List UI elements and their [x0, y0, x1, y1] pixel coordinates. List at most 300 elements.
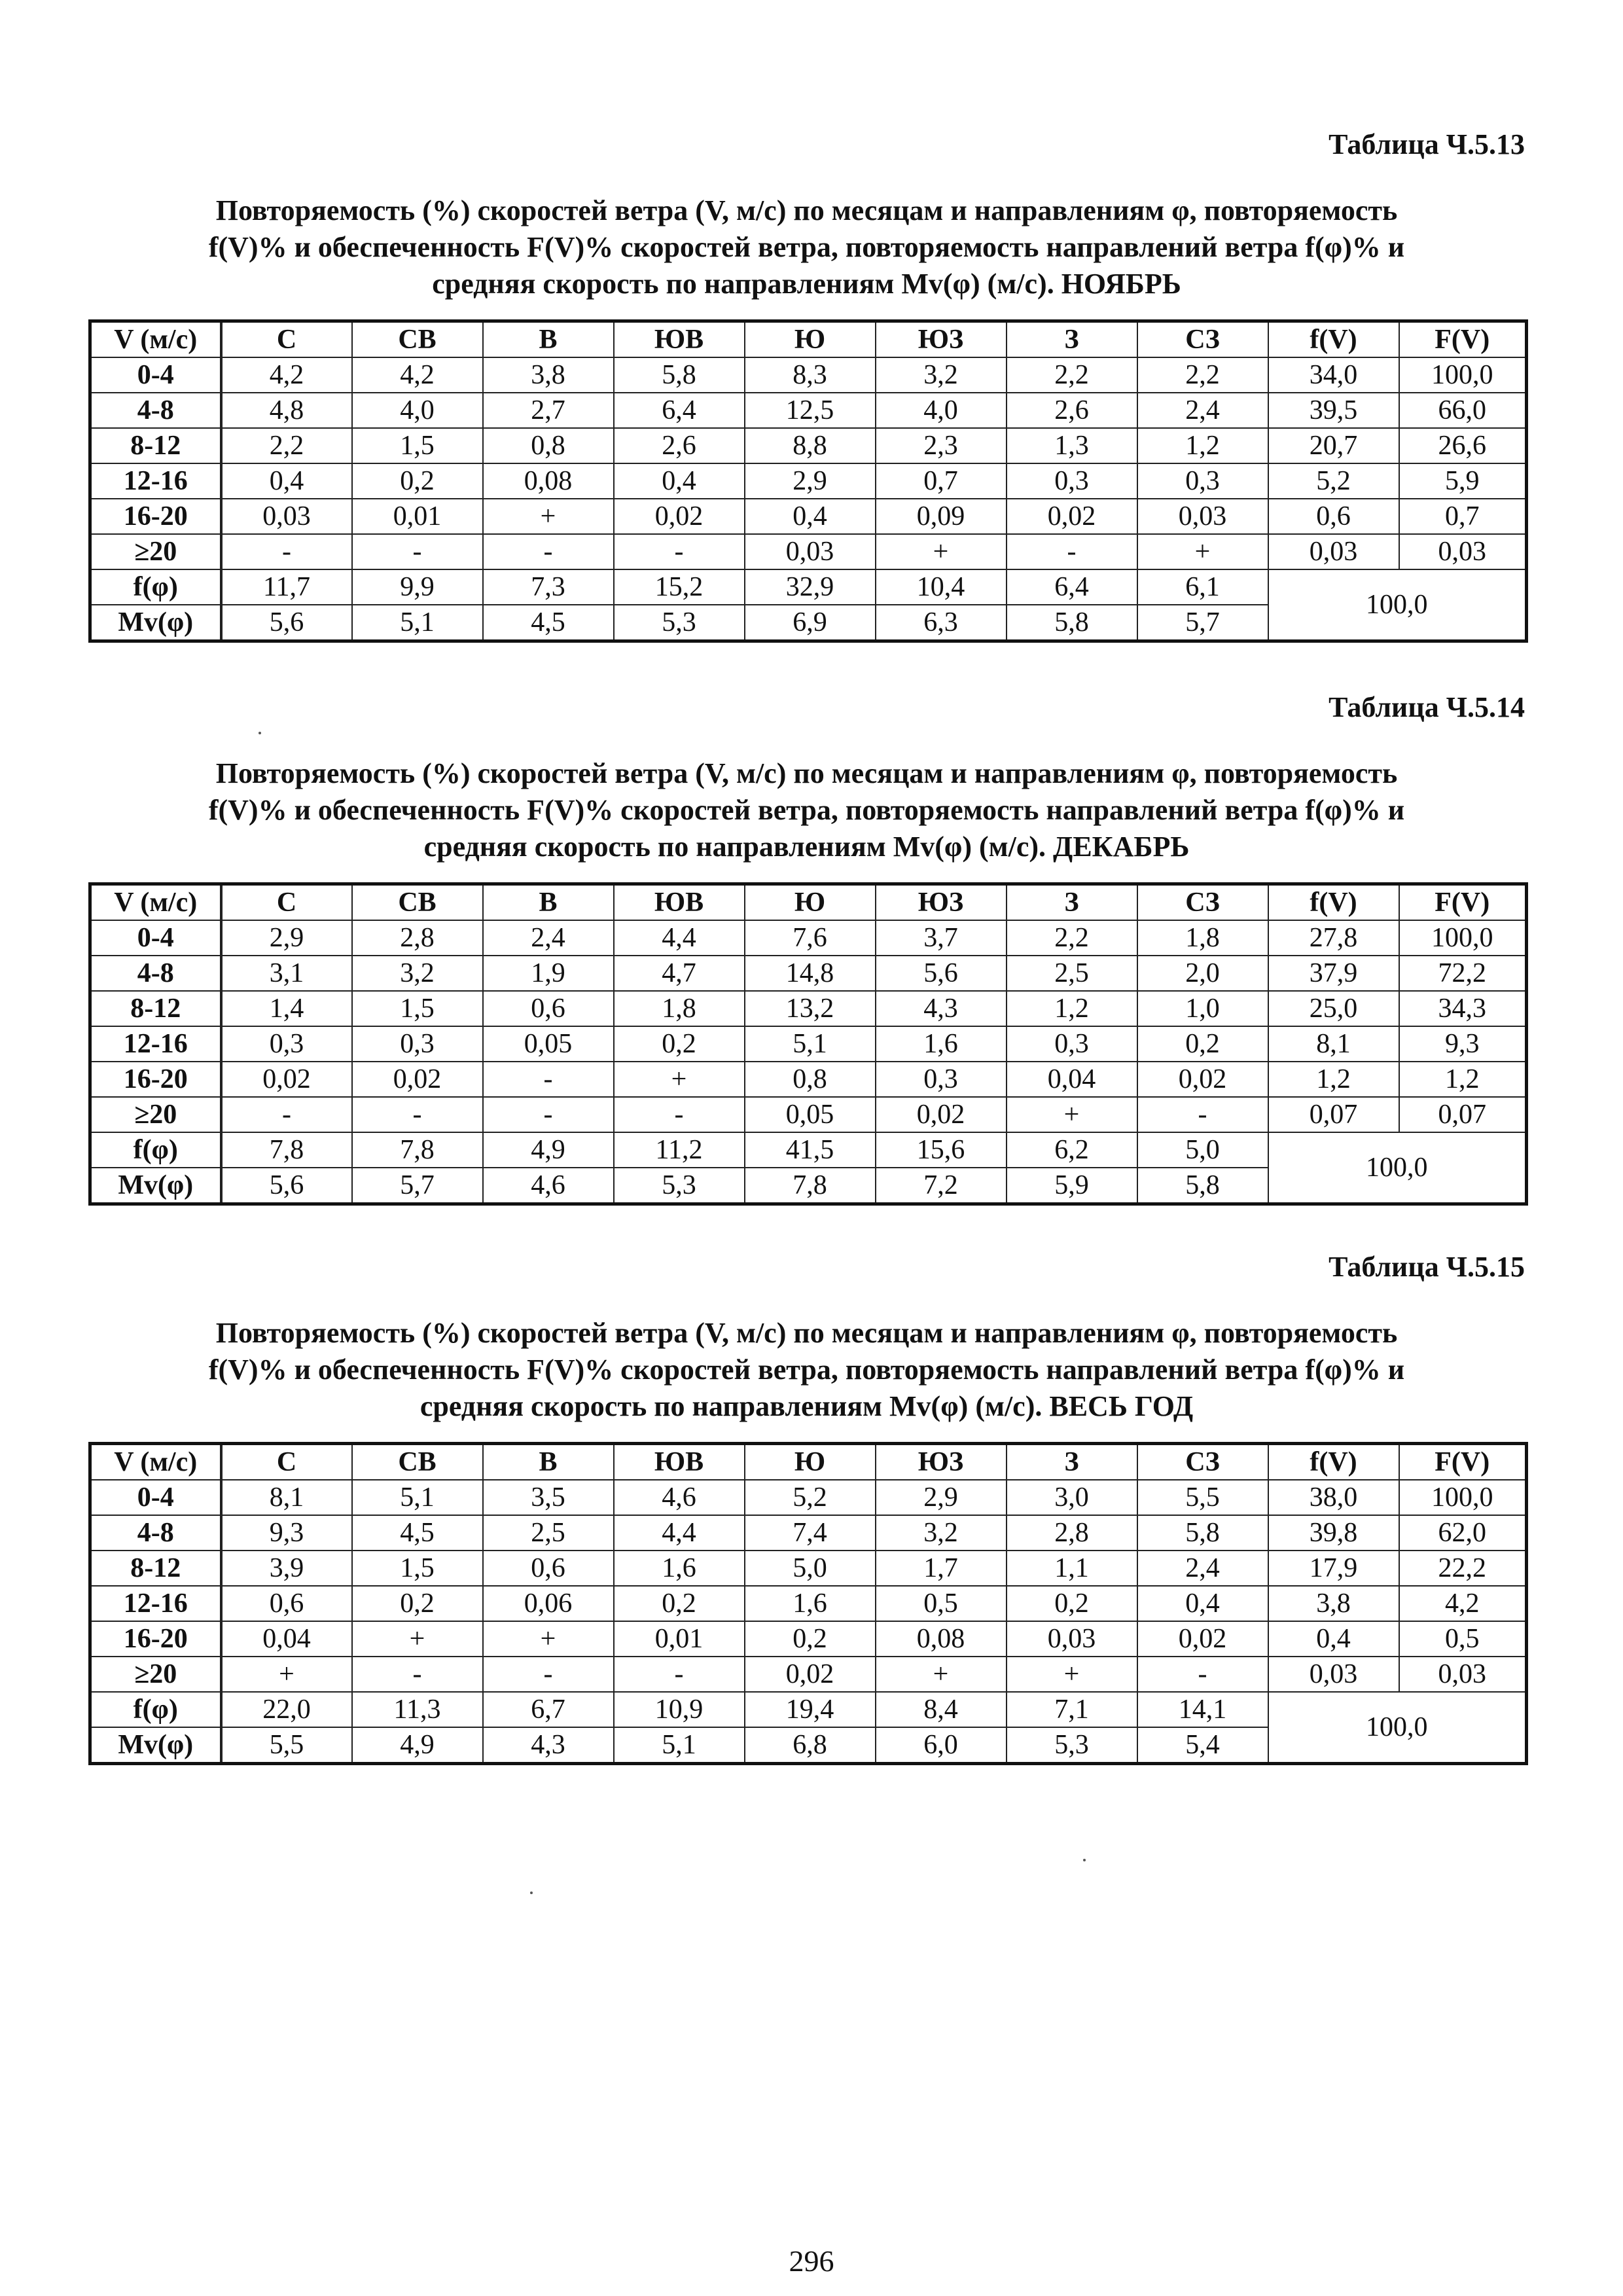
table-cell: 0,3 [876, 1062, 1007, 1097]
table-cell: 1,6 [745, 1586, 876, 1621]
table-cell: 1,0 [1137, 991, 1268, 1026]
column-header: F(V) [1399, 1444, 1527, 1480]
table-cell: 3,8 [1268, 1586, 1399, 1621]
table-cell: 4,2 [221, 357, 352, 393]
table-cell: 4,4 [614, 1515, 745, 1551]
wind-table [88, 882, 1528, 1206]
table-cell: 5,3 [614, 1168, 745, 1204]
row-header: Mv(φ) [90, 1727, 221, 1764]
table-cell: 0,2 [352, 1586, 483, 1621]
table-cell: 1,5 [352, 428, 483, 463]
table-cell: 1,2 [1137, 428, 1268, 463]
table-cell: 0,02 [1007, 499, 1137, 534]
table-cell: 1,4 [221, 991, 352, 1026]
table-cell: 6,7 [483, 1692, 614, 1727]
column-header: f(V) [1268, 1444, 1399, 1480]
table-cell: 0,09 [876, 499, 1007, 534]
table-cell: 0,02 [876, 1097, 1007, 1132]
direction-frequency-row [90, 1132, 1527, 1168]
table-cell: 14,1 [1137, 1692, 1268, 1727]
table-cell: 0,2 [614, 1026, 745, 1062]
table-cell: 5,0 [1137, 1132, 1268, 1168]
table-cell: 20,7 [1268, 428, 1399, 463]
table-cell: 2,9 [745, 463, 876, 499]
table-cell: 6,9 [745, 605, 876, 641]
row-header: 16-20 [90, 1062, 221, 1097]
table-block-5-15 [88, 1250, 1525, 1765]
table-cell: 5,4 [1137, 1727, 1268, 1764]
table-cell: 26,6 [1399, 428, 1527, 463]
row-header: 16-20 [90, 499, 221, 534]
caption-line: Повторяемость (%) скоростей ветра (V, м/с) по месяцам и направлениям φ, повторяемость [215, 757, 1398, 789]
header-row [90, 321, 1527, 358]
table-cell: 0,4 [1268, 1621, 1399, 1657]
table-cell: 37,9 [1268, 956, 1399, 991]
table-cell: 2,9 [221, 920, 352, 956]
table-cell: 4,2 [1399, 1586, 1527, 1621]
table-cell: 7,2 [876, 1168, 1007, 1204]
table-cell: 0,02 [1137, 1062, 1268, 1097]
table-cell: 0,05 [745, 1097, 876, 1132]
table-cell: - [1007, 534, 1137, 569]
table-cell: 0,8 [483, 428, 614, 463]
table-cell: 7,6 [745, 920, 876, 956]
table-cell: 8,1 [1268, 1026, 1399, 1062]
table-cell: 0,06 [483, 1586, 614, 1621]
table-cell: 15,6 [876, 1132, 1007, 1168]
column-header: В [483, 321, 614, 358]
table-cell: 2,7 [483, 393, 614, 428]
table-cell: 0,3 [1007, 463, 1137, 499]
table-cell: 0,2 [745, 1621, 876, 1657]
column-header: В [483, 1444, 614, 1480]
caption-line: Повторяемость (%) скоростей ветра (V, м/с) по месяцам и направлениям φ, повторяемость [215, 194, 1398, 226]
table-cell: 9,3 [221, 1515, 352, 1551]
table-cell: 3,5 [483, 1480, 614, 1515]
caption-line: f(V)% и обеспеченность F(V)% скоростей ветра, повторяемость направлений ветра f(φ)% и [208, 794, 1405, 826]
table-cell: 0,02 [614, 499, 745, 534]
row-header: 8-12 [90, 428, 221, 463]
table-cell: 0,4 [745, 499, 876, 534]
table-cell: 0,5 [1399, 1621, 1527, 1657]
speed-row [90, 1480, 1527, 1515]
table-cell: - [352, 534, 483, 569]
speed-row [90, 1586, 1527, 1621]
row-header: 0-4 [90, 920, 221, 956]
table-cell: 1,2 [1007, 991, 1137, 1026]
table-cell: 2,2 [221, 428, 352, 463]
table-cell: 4,9 [352, 1727, 483, 1764]
speed-row [90, 393, 1527, 428]
table-cell: 3,1 [221, 956, 352, 991]
row-header: 8-12 [90, 991, 221, 1026]
total-cell: 100,0 [1268, 1692, 1527, 1764]
table-cell: 6,4 [614, 393, 745, 428]
caption-line: средняя скорость по направлениям Mv(φ) (м/с). ВЕСЬ ГОД [419, 1390, 1194, 1422]
table-cell: 0,02 [745, 1657, 876, 1692]
table-cell: 3,2 [352, 956, 483, 991]
table-cell: 5,2 [1268, 463, 1399, 499]
table-cell: - [483, 534, 614, 569]
table-cell: 0,6 [1268, 499, 1399, 534]
column-header: СВ [352, 1444, 483, 1480]
table-cell: 3,0 [1007, 1480, 1137, 1515]
wind-table [88, 319, 1528, 643]
column-header: СЗ [1137, 1444, 1268, 1480]
table-cell: 3,2 [876, 357, 1007, 393]
table-cell: 10,4 [876, 569, 1007, 605]
table-cell: 66,0 [1399, 393, 1527, 428]
table-cell: 5,1 [352, 605, 483, 641]
table-number: Таблица Ч.5.13 [1329, 128, 1525, 160]
table-cell: - [221, 1097, 352, 1132]
table-cell: 2,2 [1007, 920, 1137, 956]
table-cell: 3,9 [221, 1551, 352, 1586]
row-header: ≥20 [90, 534, 221, 569]
table-cell: 9,9 [352, 569, 483, 605]
table-cell: 4,8 [221, 393, 352, 428]
table-cell: 3,2 [876, 1515, 1007, 1551]
table-cell: 2,3 [876, 428, 1007, 463]
table-cell: 5,9 [1007, 1168, 1137, 1204]
row-header: 4-8 [90, 393, 221, 428]
column-header: ЮВ [614, 1444, 745, 1480]
speed-row [90, 463, 1527, 499]
table-cell: 0,3 [221, 1026, 352, 1062]
table-cell: 0,07 [1399, 1097, 1527, 1132]
table-cell: 0,2 [352, 463, 483, 499]
table-cell: 2,4 [483, 920, 614, 956]
table-cell: 11,3 [352, 1692, 483, 1727]
direction-frequency-row [90, 569, 1527, 605]
table-cell: 6,3 [876, 605, 1007, 641]
table-cell: - [483, 1062, 614, 1097]
column-header: СЗ [1137, 884, 1268, 921]
column-header: СЗ [1137, 321, 1268, 358]
table-cell: 0,01 [352, 499, 483, 534]
table-cell: 17,9 [1268, 1551, 1399, 1586]
table-cell: + [876, 1657, 1007, 1692]
table-cell: 5,0 [745, 1551, 876, 1586]
table-cell: 0,7 [1399, 499, 1527, 534]
table-cell: 5,8 [614, 357, 745, 393]
table-cell: 8,4 [876, 1692, 1007, 1727]
table-cell: 3,7 [876, 920, 1007, 956]
row-header: ≥20 [90, 1097, 221, 1132]
table-cell: 8,3 [745, 357, 876, 393]
table-cell: 1,2 [1268, 1062, 1399, 1097]
speed-row [90, 1062, 1527, 1097]
table-cell: + [1007, 1097, 1137, 1132]
table-number: Таблица Ч.5.15 [1329, 1251, 1525, 1283]
table-cell: 9,3 [1399, 1026, 1527, 1062]
column-header: З [1007, 321, 1137, 358]
speed-row [90, 1026, 1527, 1062]
table-cell: 2,8 [352, 920, 483, 956]
scan-speck [1083, 1859, 1086, 1861]
table-cell: 0,3 [352, 1026, 483, 1062]
table-cell: 0,07 [1268, 1097, 1399, 1132]
row-header: 12-16 [90, 1586, 221, 1621]
direction-frequency-row [90, 1692, 1527, 1727]
table-cell: 0,03 [1007, 1621, 1137, 1657]
scan-speck [530, 1892, 533, 1894]
row-header: ≥20 [90, 1657, 221, 1692]
table-cell: 0,02 [352, 1062, 483, 1097]
table-caption [88, 755, 1525, 865]
table-cell: 0,03 [1399, 1657, 1527, 1692]
table-cell: 2,9 [876, 1480, 1007, 1515]
table-cell: 2,8 [1007, 1515, 1137, 1551]
table-cell: 1,6 [614, 1551, 745, 1586]
table-cell: 12,5 [745, 393, 876, 428]
speed-row [90, 956, 1527, 991]
table-cell: 5,8 [1007, 605, 1137, 641]
table-cell: 0,4 [221, 463, 352, 499]
table-cell: 6,1 [1137, 569, 1268, 605]
table-cell: + [483, 1621, 614, 1657]
table-cell: 0,03 [1137, 499, 1268, 534]
table-cell: 7,8 [221, 1132, 352, 1168]
table-cell: 5,5 [1137, 1480, 1268, 1515]
speed-row [90, 1551, 1527, 1586]
row-header: Mv(φ) [90, 605, 221, 641]
table-cell: 1,8 [1137, 920, 1268, 956]
table-cell: 0,2 [614, 1586, 745, 1621]
column-header: V (м/с) [90, 884, 221, 921]
table-cell: 39,5 [1268, 393, 1399, 428]
table-cell: 39,8 [1268, 1515, 1399, 1551]
table-cell: 0,8 [745, 1062, 876, 1097]
table-cell: 4,6 [614, 1480, 745, 1515]
table-cell: 1,5 [352, 991, 483, 1026]
row-header: 16-20 [90, 1621, 221, 1657]
row-header: 8-12 [90, 1551, 221, 1586]
row-header: 12-16 [90, 1026, 221, 1062]
header-row [90, 884, 1527, 921]
column-header: F(V) [1399, 884, 1527, 921]
table-caption [88, 192, 1525, 302]
table-cell: 6,0 [876, 1727, 1007, 1764]
table-cell: 0,6 [221, 1586, 352, 1621]
table-number: Таблица Ч.5.14 [1329, 691, 1525, 723]
speed-row [90, 920, 1527, 956]
column-header: С [221, 1444, 352, 1480]
table-cell: 0,7 [876, 463, 1007, 499]
table-cell: 6,2 [1007, 1132, 1137, 1168]
table-cell: - [483, 1097, 614, 1132]
column-header: Ю [745, 884, 876, 921]
column-header: f(V) [1268, 321, 1399, 358]
table-cell: 38,0 [1268, 1480, 1399, 1515]
table-cell: 0,6 [483, 991, 614, 1026]
speed-row [90, 1621, 1527, 1657]
table-cell: 7,8 [352, 1132, 483, 1168]
table-cell: 4,3 [483, 1727, 614, 1764]
table-cell: + [876, 534, 1007, 569]
column-header: С [221, 321, 352, 358]
table-cell: 4,7 [614, 956, 745, 991]
table-cell: 11,2 [614, 1132, 745, 1168]
row-header: 4-8 [90, 956, 221, 991]
table-cell: 5,3 [614, 605, 745, 641]
table-cell: 1,3 [1007, 428, 1137, 463]
table-cell: 0,03 [745, 534, 876, 569]
table-cell: 32,9 [745, 569, 876, 605]
table-cell: + [221, 1657, 352, 1692]
table-cell: 5,1 [745, 1026, 876, 1062]
table-cell: 2,6 [614, 428, 745, 463]
table-cell: 14,8 [745, 956, 876, 991]
table-caption [88, 1315, 1525, 1425]
table-cell: 6,8 [745, 1727, 876, 1764]
table-cell: 22,0 [221, 1692, 352, 1727]
table-cell: 0,03 [221, 499, 352, 534]
table-cell: 0,01 [614, 1621, 745, 1657]
table-cell: 0,08 [876, 1621, 1007, 1657]
table-cell: 0,03 [1399, 534, 1527, 569]
table-cell: 4,9 [483, 1132, 614, 1168]
table-cell: 5,2 [745, 1480, 876, 1515]
caption-line: f(V)% и обеспеченность F(V)% скоростей ветра, повторяемость направлений ветра f(φ)% и [208, 1354, 1405, 1386]
table-cell: 0,04 [1007, 1062, 1137, 1097]
table-cell: 6,4 [1007, 569, 1137, 605]
table-cell: 5,8 [1137, 1168, 1268, 1204]
table-cell: 4,5 [352, 1515, 483, 1551]
table-cell: 100,0 [1399, 920, 1527, 956]
table-cell: 4,2 [352, 357, 483, 393]
table-cell: 19,4 [745, 1692, 876, 1727]
column-header: Ю [745, 1444, 876, 1480]
table-cell: 11,7 [221, 569, 352, 605]
column-header: ЮВ [614, 321, 745, 358]
caption-line: средняя скорость по направлениям Mv(φ) (м/с). НОЯБРЬ [432, 268, 1181, 300]
table-cell: 8,8 [745, 428, 876, 463]
table-cell: 2,4 [1137, 393, 1268, 428]
row-header: f(φ) [90, 1132, 221, 1168]
table-cell: 7,3 [483, 569, 614, 605]
table-cell: 5,8 [1137, 1515, 1268, 1551]
table-cell: 2,5 [483, 1515, 614, 1551]
table-cell: - [1137, 1657, 1268, 1692]
table-cell: 4,0 [352, 393, 483, 428]
table-cell: 5,3 [1007, 1727, 1137, 1764]
table-cell: 0,6 [483, 1551, 614, 1586]
table-cell: - [614, 1097, 745, 1132]
row-header: 0-4 [90, 1480, 221, 1515]
table-cell: 2,2 [1137, 357, 1268, 393]
table-cell: 0,04 [221, 1621, 352, 1657]
row-header: 12-16 [90, 463, 221, 499]
scan-speck [259, 732, 261, 734]
table-cell: 4,0 [876, 393, 1007, 428]
table-cell: - [352, 1097, 483, 1132]
table-cell: 34,3 [1399, 991, 1527, 1026]
column-header: СВ [352, 321, 483, 358]
table-cell: - [614, 534, 745, 569]
table-cell: 2,4 [1137, 1551, 1268, 1586]
row-header: f(φ) [90, 1692, 221, 1727]
row-header: 4-8 [90, 1515, 221, 1551]
speed-row [90, 357, 1527, 393]
column-header: Ю [745, 321, 876, 358]
speed-row [90, 1097, 1527, 1132]
table-cell: 7,4 [745, 1515, 876, 1551]
column-header: f(V) [1268, 884, 1399, 921]
table-cell: 0,3 [1137, 463, 1268, 499]
table-cell: 13,2 [745, 991, 876, 1026]
table-cell: 0,02 [221, 1062, 352, 1097]
table-cell: 4,4 [614, 920, 745, 956]
table-cell: 7,1 [1007, 1692, 1137, 1727]
table-cell: 0,5 [876, 1586, 1007, 1621]
total-cell: 100,0 [1268, 569, 1527, 641]
column-header: З [1007, 884, 1137, 921]
column-header: З [1007, 1444, 1137, 1480]
table-cell: + [614, 1062, 745, 1097]
table-block-5-14 [88, 691, 1525, 1206]
table-cell: 0,03 [1268, 534, 1399, 569]
wind-table [88, 1442, 1528, 1765]
table-cell: 0,03 [1268, 1657, 1399, 1692]
column-header: СВ [352, 884, 483, 921]
speed-row [90, 991, 1527, 1026]
page-number: 296 [789, 2244, 834, 2278]
table-cell: 5,7 [352, 1168, 483, 1204]
table-cell: - [614, 1657, 745, 1692]
table-cell: + [352, 1621, 483, 1657]
table-cell: 5,5 [221, 1727, 352, 1764]
column-header: С [221, 884, 352, 921]
row-header: f(φ) [90, 569, 221, 605]
speed-row [90, 499, 1527, 534]
table-cell: 0,02 [1137, 1621, 1268, 1657]
table-cell: 5,1 [614, 1727, 745, 1764]
table-cell: 4,6 [483, 1168, 614, 1204]
speed-row [90, 534, 1527, 569]
table-cell: - [221, 534, 352, 569]
table-cell: 15,2 [614, 569, 745, 605]
table-cell: 5,7 [1137, 605, 1268, 641]
table-cell: 2,6 [1007, 393, 1137, 428]
table-cell: 1,1 [1007, 1551, 1137, 1586]
table-block-5-13 [88, 128, 1525, 643]
table-cell: - [1137, 1097, 1268, 1132]
table-cell: 7,8 [745, 1168, 876, 1204]
speed-row [90, 1515, 1527, 1551]
table-cell: 62,0 [1399, 1515, 1527, 1551]
column-header: ЮЗ [876, 884, 1007, 921]
table-cell: 10,9 [614, 1692, 745, 1727]
column-header: F(V) [1399, 321, 1527, 358]
table-cell: 4,3 [876, 991, 1007, 1026]
caption-line: f(V)% и обеспеченность F(V)% скоростей ветра, повторяемость направлений ветра f(φ)% и [208, 231, 1405, 263]
table-cell: 1,2 [1399, 1062, 1527, 1097]
caption-line: средняя скорость по направлениям Mv(φ) (м/с). ДЕКАБРЬ [423, 831, 1190, 863]
column-header: ЮВ [614, 884, 745, 921]
table-cell: 1,6 [876, 1026, 1007, 1062]
column-header: V (м/с) [90, 321, 221, 358]
table-cell: 100,0 [1399, 1480, 1527, 1515]
table-cell: 2,0 [1137, 956, 1268, 991]
table-cell: + [1007, 1657, 1137, 1692]
table-cell: 0,2 [1137, 1026, 1268, 1062]
table-cell: 100,0 [1399, 357, 1527, 393]
table-cell: - [352, 1657, 483, 1692]
column-header: ЮЗ [876, 321, 1007, 358]
table-cell: 25,0 [1268, 991, 1399, 1026]
table-cell: 4,5 [483, 605, 614, 641]
